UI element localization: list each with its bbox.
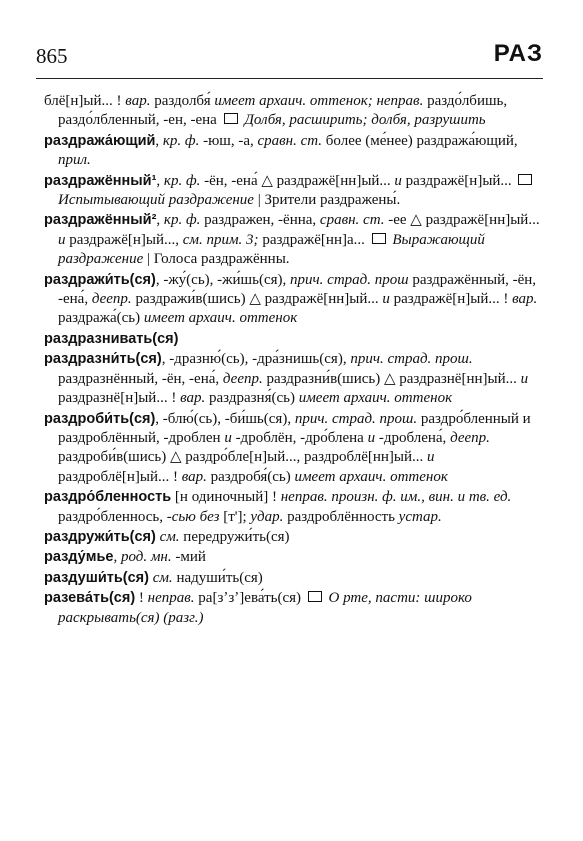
italic-note: устар. [398, 508, 442, 525]
italic-note: имеет архаич. оттенок [294, 468, 448, 485]
entry-text: , [156, 212, 164, 229]
square-icon [372, 233, 386, 244]
headword: раздружи́ть(ся) [44, 528, 156, 545]
entry-text: , -жу́(сь), -жи́шь(ся), [155, 271, 291, 288]
dictionary-body [44, 92, 540, 629]
entry-text: ра[зʼзʼ]ева́ть(ся) [194, 590, 305, 607]
italic-note: вар. [125, 93, 151, 109]
entry-text: раздробя́(сь) [206, 468, 295, 485]
dictionary-entry [44, 528, 540, 547]
entry-text: раздразнённый, -ён, -ена́, [58, 370, 223, 387]
square-icon [518, 174, 532, 185]
italic-note: имеет архаич. оттенок [143, 310, 298, 327]
italic-note: сравн. ст. [319, 212, 385, 229]
entry-text: -юш, -а, [199, 132, 258, 149]
entry-text: , [113, 549, 121, 566]
italic-note: и [427, 449, 435, 466]
entry-text: -ее △ раздражё[нн]ый... [384, 212, 540, 229]
headword: раздроби́ть(ся) [44, 410, 156, 427]
dictionary-entry [44, 569, 540, 588]
entry-text: раздроблённость [283, 508, 399, 525]
entry-text: , -дразню́(сь), -дра́знишь(ся), [161, 351, 351, 368]
entry-text: раздража́(сь) [58, 310, 144, 327]
entry-text: раздражи́в(шись) △ раздражё[нн]ый... [131, 291, 383, 308]
italic-note: имеет архаич. оттенок [298, 390, 453, 407]
italic-note: см. [152, 569, 173, 586]
dictionary-entry [44, 271, 540, 329]
italic-note: неправ. произн. ф. им., вин. и тв. ед. [280, 489, 512, 506]
italic-note: см. прим. 3; [182, 231, 259, 248]
italic-note: неправ. [147, 590, 195, 607]
headword: раздражённый¹ [44, 172, 157, 189]
headword: раздражённый² [44, 212, 157, 229]
entry-text: -дроблён, -дро́блена [231, 429, 368, 446]
italic-note: и [520, 370, 529, 387]
entry-text: раздражённый, -ён, -ена́, [58, 271, 537, 308]
italic-note: род. мн. [120, 549, 172, 566]
entry-text: раздроби́в(шись) △ раздро́бле[н]ый..., раздроблё[нн]ый... [58, 449, 428, 466]
dictionary-entry [44, 410, 540, 488]
headword: раздуши́ть(ся) [44, 569, 149, 586]
italic-note: кр. ф. [162, 132, 200, 149]
italic-note: -сью без [166, 508, 220, 525]
entry-text: надуши́ть(ся) [172, 569, 263, 586]
entry-text: [н одиночный] ! [171, 489, 281, 506]
dictionary-entry [44, 589, 540, 628]
italic-note: дееnр. [222, 370, 263, 387]
italic-note: вар. [512, 291, 538, 308]
entry-text: блё[н]ый... ! [44, 93, 126, 109]
italic-note: вар. [181, 468, 207, 485]
headword: разду́мье [44, 549, 114, 566]
running-head: РАЗ [493, 40, 543, 67]
entry-text: передружи́ть(ся) [179, 528, 290, 545]
headword: раздражи́ть(ся) [44, 271, 156, 288]
entry-text: раздро́бленнось, [58, 508, 167, 525]
entry-text: раздразни́в(шись) △ раздразнё[нн]ый... [262, 370, 521, 387]
italic-note: и [367, 429, 376, 446]
entry-text: -ён, -ена́ △ раздражё[нн]ый... [200, 172, 395, 189]
dictionary-entry [44, 172, 540, 211]
italic-note: кр. ф. [163, 212, 201, 229]
entry-text: | Зрители раздражены́. [253, 192, 401, 209]
entry-text: раздразня́(сь) [205, 390, 299, 407]
italic-note: и [382, 291, 390, 308]
entry-text: [т']; [219, 508, 251, 525]
italic-note: вар. [180, 390, 206, 407]
italic-note: Испытывающий раздражение [58, 192, 254, 209]
italic-note: прил. [58, 152, 91, 169]
entry-text: раздражё[н]ый... [401, 172, 516, 189]
italic-note: и [58, 231, 66, 248]
dictionary-entry [44, 488, 540, 527]
square-icon [308, 591, 322, 602]
italic-note: см. [159, 528, 180, 545]
entry-text: раздразнё[н]ый... ! [58, 390, 181, 407]
entry-text: раздражё[н]ый..., [65, 231, 183, 248]
headword: раздразнивать(ся) [44, 330, 179, 347]
entry-text: раздроблё[н]ый... ! [58, 468, 182, 485]
italic-note: и [224, 429, 232, 446]
dictionary-entry [44, 350, 540, 408]
entry-text: , [155, 132, 163, 149]
italic-note: дееnр. [91, 291, 132, 308]
dictionary-entry [44, 548, 540, 567]
entry-text: раздо́лбишь, раздо́лбленный, -ен, -ена [58, 93, 508, 129]
page-number: 865 [36, 44, 68, 68]
dictionary-entry [44, 330, 540, 349]
italic-note: и [394, 172, 402, 189]
italic-note: Долбя, расширить; долбя, разрушить [240, 112, 486, 129]
entry-text: , [156, 172, 164, 189]
dictionary-entry [44, 211, 540, 269]
square-icon [224, 113, 238, 124]
italic-note: прич. страд. прош. [350, 351, 473, 368]
entry-text: , -блю́(сь), -би́шь(ся), [155, 410, 295, 427]
headword: раздразни́ть(ся) [44, 351, 162, 368]
header-rule [36, 78, 543, 79]
italic-note: имеет архаич. оттенок; неправ. [214, 93, 424, 109]
dictionary-entry [44, 92, 540, 131]
entry-text: более (ме́нее) раздража́ющий, [322, 132, 518, 149]
entry-text: | Голоса раздражённы. [143, 251, 290, 268]
dictionary-entry [44, 132, 540, 171]
italic-note: дееnр. [450, 429, 490, 446]
italic-note: кр. ф. [163, 172, 201, 189]
entry-text: раздражё[н]ый... ! [389, 291, 513, 308]
page-header [36, 40, 543, 74]
italic-note: прич. страд. прош [290, 271, 409, 288]
italic-note: Выражающий раздражение [58, 231, 485, 268]
italic-note: сравн. ст. [257, 132, 323, 149]
entry-text: раздражен, -ённа, [200, 212, 320, 229]
italic-note: О рте, пасти: широко раскрывать(ся) (разг.) [58, 590, 472, 626]
headword: разева́ть(ся) [44, 590, 136, 607]
entry-text: -мий [171, 549, 206, 566]
headword: раздража́ющий [44, 132, 156, 149]
italic-note: удар. [250, 508, 284, 525]
entry-text: раздолбя́ [150, 93, 215, 109]
entry-text: -дроблена́, [375, 429, 451, 446]
italic-note: прич. страд. прош. [294, 410, 418, 427]
entry-text: раздражё[нн]а... [258, 231, 369, 248]
headword: раздро́бленность [44, 489, 172, 506]
entry-text: ! [135, 590, 148, 607]
entry-text: раздро́бленный и раздроблённый, -дроблен [58, 410, 531, 446]
